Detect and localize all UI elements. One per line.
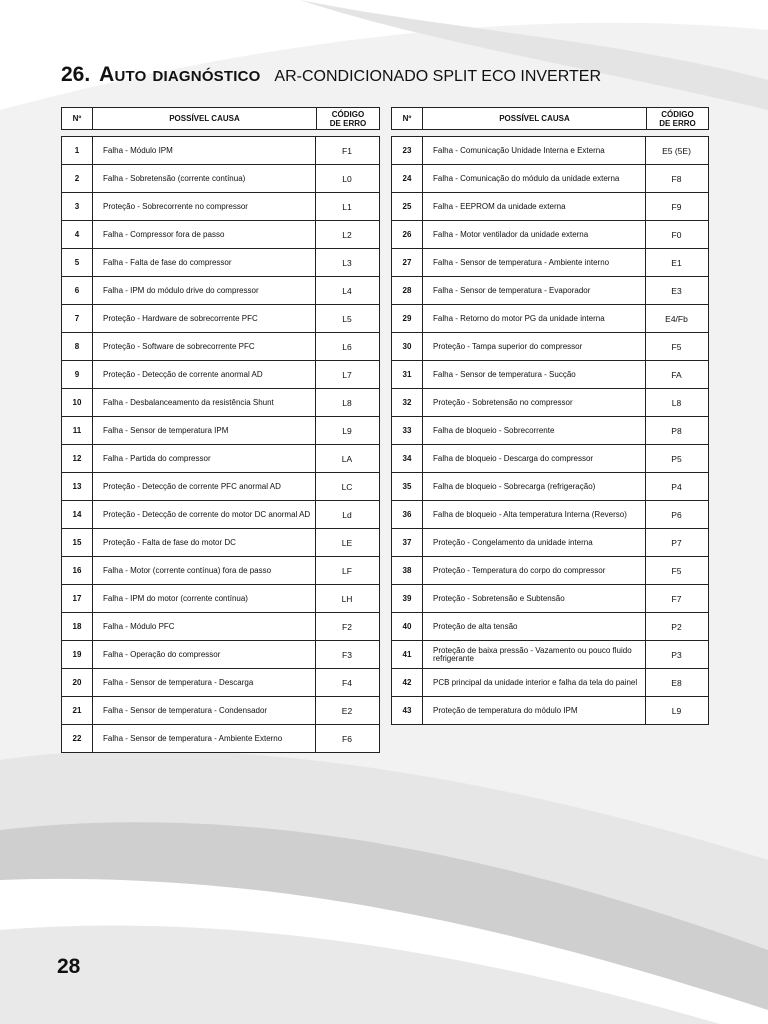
row-cause: Proteção de baixa pressão - Vazamento ou pouco fluido refrigerante bbox=[423, 641, 646, 668]
row-cause: Falha - Sensor de temperatura IPM bbox=[93, 417, 316, 444]
row-number: 43 bbox=[392, 697, 423, 724]
row-error-code: L1 bbox=[342, 201, 352, 212]
table-row bbox=[392, 165, 708, 193]
row-cause: Proteção - Congelamento da unidade interna bbox=[423, 529, 646, 556]
header-code bbox=[647, 108, 708, 129]
row-number: 42 bbox=[392, 669, 423, 696]
row-cause: Falha - Operação do compressor bbox=[93, 641, 316, 668]
row-number: 22 bbox=[62, 725, 93, 752]
row-number: 20 bbox=[62, 669, 93, 696]
row-error-code: LF bbox=[342, 565, 352, 576]
row-number: 28 bbox=[392, 277, 423, 304]
row-cause: Proteção - Sobretensão no compressor bbox=[423, 389, 646, 416]
row-cause: Falha - Sensor de temperatura - Condensador bbox=[93, 697, 316, 724]
row-number: 19 bbox=[62, 641, 93, 668]
row-error-code: LA bbox=[341, 453, 353, 464]
row-cause: Falha - Sensor de temperatura - Ambiente Externo bbox=[93, 725, 316, 752]
row-error-code: P2 bbox=[671, 621, 682, 632]
table-row bbox=[62, 277, 379, 305]
row-number: 41 bbox=[392, 641, 423, 668]
header-code-line1: CÓDIGO bbox=[661, 109, 694, 119]
row-cause: Falha - Sensor de temperatura - Sucção bbox=[423, 361, 646, 388]
row-error-code: FA bbox=[671, 369, 682, 380]
row-cause: Proteção de temperatura do módulo IPM bbox=[423, 697, 646, 724]
row-cause: Falha de bloqueio - Descarga do compressor bbox=[423, 445, 646, 472]
row-cause: Falha - Comunicação do módulo da unidade externa bbox=[423, 165, 646, 192]
row-number: 5 bbox=[62, 249, 93, 276]
row-error-code: L2 bbox=[342, 229, 352, 240]
row-number: 3 bbox=[62, 193, 93, 220]
table-row bbox=[62, 641, 379, 669]
table-row bbox=[62, 333, 379, 361]
row-cause: Proteção - Detecção de corrente PFC anormal AD bbox=[93, 473, 316, 500]
table-row bbox=[392, 501, 708, 529]
row-number: 38 bbox=[392, 557, 423, 584]
table-row bbox=[62, 389, 379, 417]
row-number: 40 bbox=[392, 613, 423, 640]
row-error-code: L8 bbox=[342, 397, 352, 408]
error-table-right bbox=[391, 107, 709, 725]
row-number: 23 bbox=[392, 137, 423, 164]
section-title-bold: Auto diagnóstico bbox=[99, 63, 261, 86]
row-number: 17 bbox=[62, 585, 93, 612]
row-cause: Falha - Módulo PFC bbox=[93, 613, 316, 640]
row-error-code: L3 bbox=[342, 257, 352, 268]
row-number: 12 bbox=[62, 445, 93, 472]
row-error-code: L4 bbox=[342, 285, 352, 296]
table-row bbox=[62, 221, 379, 249]
row-error-code: F0 bbox=[671, 229, 682, 240]
row-cause: Falha de bloqueio - Sobrecarga (refrigeração) bbox=[423, 473, 646, 500]
table-row bbox=[392, 305, 708, 333]
table-row bbox=[62, 529, 379, 557]
row-cause: Falha - Comunicação Unidade Interna e Externa bbox=[423, 137, 646, 164]
table-row bbox=[392, 137, 708, 165]
row-cause: Falha - Sensor de temperatura - Descarga bbox=[93, 669, 316, 696]
row-error-code: E8 bbox=[671, 677, 682, 688]
row-cause: Falha de bloqueio - Sobrecorrente bbox=[423, 417, 646, 444]
table-header bbox=[61, 107, 380, 130]
row-error-code: E3 bbox=[671, 285, 682, 296]
table-row bbox=[392, 361, 708, 389]
row-number: 4 bbox=[62, 221, 93, 248]
row-cause: Falha - Motor ventilador da unidade externa bbox=[423, 221, 646, 248]
table-row bbox=[62, 613, 379, 641]
row-error-code: F5 bbox=[671, 565, 682, 576]
row-number: 13 bbox=[62, 473, 93, 500]
row-number: 7 bbox=[62, 305, 93, 332]
table-row bbox=[392, 417, 708, 445]
row-error-code: Ld bbox=[342, 509, 352, 520]
row-error-code: F3 bbox=[342, 649, 352, 660]
row-cause: Proteção - Tampa superior do compressor bbox=[423, 333, 646, 360]
error-table-left bbox=[61, 107, 380, 753]
table-row bbox=[392, 669, 708, 697]
row-number: 6 bbox=[62, 277, 93, 304]
row-error-code: L5 bbox=[342, 313, 352, 324]
row-error-code: LH bbox=[341, 593, 353, 604]
row-error-code: F8 bbox=[671, 173, 682, 184]
table-row bbox=[62, 165, 379, 193]
header-num: Nº bbox=[392, 108, 423, 129]
row-error-code: L6 bbox=[342, 341, 352, 352]
header-code-line2: DE ERRO bbox=[659, 118, 696, 128]
header-code-line2: DE ERRO bbox=[329, 118, 367, 128]
table-row bbox=[392, 585, 708, 613]
row-cause: Falha - EEPROM da unidade externa bbox=[423, 193, 646, 220]
row-number: 27 bbox=[392, 249, 423, 276]
row-cause: Proteção - Software de sobrecorrente PFC bbox=[93, 333, 316, 360]
row-error-code: L0 bbox=[342, 173, 352, 184]
row-cause: Falha - Compressor fora de passo bbox=[93, 221, 316, 248]
section-title-rest: AR-CONDICIONADO SPLIT ECO INVERTER bbox=[274, 68, 601, 85]
row-cause: Proteção - Detecção de corrente do motor DC anormal AD bbox=[93, 501, 316, 528]
row-number: 1 bbox=[62, 137, 93, 164]
table-row bbox=[392, 389, 708, 417]
row-error-code: P6 bbox=[671, 509, 682, 520]
table-row bbox=[392, 221, 708, 249]
page-number: 28 bbox=[57, 955, 81, 978]
row-number: 30 bbox=[392, 333, 423, 360]
header-cause: POSSÍVEL CAUSA bbox=[423, 108, 647, 129]
table-row bbox=[62, 249, 379, 277]
table-row bbox=[392, 193, 708, 221]
row-error-code: P3 bbox=[671, 649, 682, 660]
row-number: 14 bbox=[62, 501, 93, 528]
row-cause: Proteção - Sobretensão e Subtensão bbox=[423, 585, 646, 612]
row-number: 37 bbox=[392, 529, 423, 556]
row-cause: PCB principal da unidade interior e falha da tela do painel bbox=[423, 669, 646, 696]
row-error-code: E1 bbox=[671, 257, 682, 268]
row-cause: Proteção - Hardware de sobrecorrente PFC bbox=[93, 305, 316, 332]
table-row bbox=[392, 473, 708, 501]
row-error-code: LC bbox=[341, 481, 353, 492]
row-error-code: F9 bbox=[671, 201, 682, 212]
row-error-code: L9 bbox=[671, 705, 682, 716]
row-number: 26 bbox=[392, 221, 423, 248]
row-number: 35 bbox=[392, 473, 423, 500]
table-row bbox=[392, 529, 708, 557]
row-number: 9 bbox=[62, 361, 93, 388]
table-row bbox=[392, 697, 708, 724]
row-number: 21 bbox=[62, 697, 93, 724]
table-row bbox=[62, 137, 379, 165]
table-row bbox=[392, 277, 708, 305]
table-row bbox=[392, 445, 708, 473]
row-error-code: E5 (5E) bbox=[662, 145, 691, 156]
row-cause: Proteção - Falta de fase do motor DC bbox=[93, 529, 316, 556]
table-row bbox=[62, 557, 379, 585]
row-cause: Proteção - Temperatura do corpo do compressor bbox=[423, 557, 646, 584]
row-error-code: F6 bbox=[342, 733, 352, 744]
row-cause: Falha - IPM do módulo drive do compressor bbox=[93, 277, 316, 304]
row-number: 8 bbox=[62, 333, 93, 360]
row-cause: Falha - Sensor de temperatura - Ambiente interno bbox=[423, 249, 646, 276]
row-error-code: F2 bbox=[342, 621, 352, 632]
row-number: 29 bbox=[392, 305, 423, 332]
table-body bbox=[61, 136, 380, 753]
row-error-code: E2 bbox=[341, 705, 353, 716]
row-cause: Falha - Desbalanceamento da resistência Shunt bbox=[93, 389, 316, 416]
row-number: 24 bbox=[392, 165, 423, 192]
row-number: 36 bbox=[392, 501, 423, 528]
header-code bbox=[317, 108, 379, 129]
section-number: 26. bbox=[61, 63, 91, 86]
row-cause: Proteção de alta tensão bbox=[423, 613, 646, 640]
header-num: Nº bbox=[62, 108, 93, 129]
row-cause: Falha - Retorno do motor PG da unidade interna bbox=[423, 305, 646, 332]
row-number: 10 bbox=[62, 389, 93, 416]
table-row bbox=[62, 417, 379, 445]
page-title bbox=[61, 52, 601, 89]
header-cause: POSSÍVEL CAUSA bbox=[93, 108, 317, 129]
row-error-code: P8 bbox=[671, 425, 682, 436]
row-cause: Proteção - Detecção de corrente anormal AD bbox=[93, 361, 316, 388]
table-row bbox=[62, 501, 379, 529]
row-number: 33 bbox=[392, 417, 423, 444]
header-code-line1: CÓDIGO bbox=[331, 109, 365, 119]
row-number: 34 bbox=[392, 445, 423, 472]
table-row bbox=[62, 585, 379, 613]
table-row bbox=[62, 725, 379, 752]
row-error-code: F5 bbox=[671, 341, 682, 352]
row-cause: Falha - Sensor de temperatura - Evaporador bbox=[423, 277, 646, 304]
row-number: 39 bbox=[392, 585, 423, 612]
table-row bbox=[392, 333, 708, 361]
row-number: 2 bbox=[62, 165, 93, 192]
row-number: 16 bbox=[62, 557, 93, 584]
row-error-code: L8 bbox=[671, 397, 682, 408]
table-header bbox=[391, 107, 709, 130]
table-body bbox=[391, 136, 709, 725]
table-row bbox=[392, 641, 708, 669]
row-cause: Falha - IPM do motor (corrente contínua) bbox=[93, 585, 316, 612]
row-error-code: E4/Fb bbox=[665, 313, 688, 324]
row-number: 15 bbox=[62, 529, 93, 556]
table-row bbox=[392, 613, 708, 641]
row-number: 11 bbox=[62, 417, 93, 444]
row-error-code: L9 bbox=[342, 425, 352, 436]
row-number: 25 bbox=[392, 193, 423, 220]
row-error-code: P5 bbox=[671, 453, 682, 464]
row-cause: Falha - Motor (corrente contínua) fora de passo bbox=[93, 557, 316, 584]
row-cause: Falha - Partida do compressor bbox=[93, 445, 316, 472]
table-row bbox=[62, 361, 379, 389]
row-error-code: F4 bbox=[342, 677, 352, 688]
row-cause: Falha de bloqueio - Alta temperatura Interna (Reverso) bbox=[423, 501, 646, 528]
table-row bbox=[62, 305, 379, 333]
row-error-code: LE bbox=[341, 537, 353, 548]
row-number: 31 bbox=[392, 361, 423, 388]
table-row bbox=[392, 557, 708, 585]
row-cause: Falha - Falta de fase do compressor bbox=[93, 249, 316, 276]
row-cause: Falha - Módulo IPM bbox=[93, 137, 316, 164]
table-row bbox=[62, 669, 379, 697]
row-error-code: L7 bbox=[342, 369, 352, 380]
row-number: 32 bbox=[392, 389, 423, 416]
table-row bbox=[62, 445, 379, 473]
table-row bbox=[62, 193, 379, 221]
row-error-code: F7 bbox=[671, 593, 682, 604]
row-error-code: F1 bbox=[342, 145, 352, 156]
row-cause: Proteção - Sobrecorrente no compressor bbox=[93, 193, 316, 220]
table-row bbox=[62, 697, 379, 725]
table-row bbox=[62, 473, 379, 501]
table-row bbox=[392, 249, 708, 277]
row-error-code: P7 bbox=[671, 537, 682, 548]
row-cause: Falha - Sobretensão (corrente contínua) bbox=[93, 165, 316, 192]
row-error-code: P4 bbox=[671, 481, 682, 492]
row-number: 18 bbox=[62, 613, 93, 640]
